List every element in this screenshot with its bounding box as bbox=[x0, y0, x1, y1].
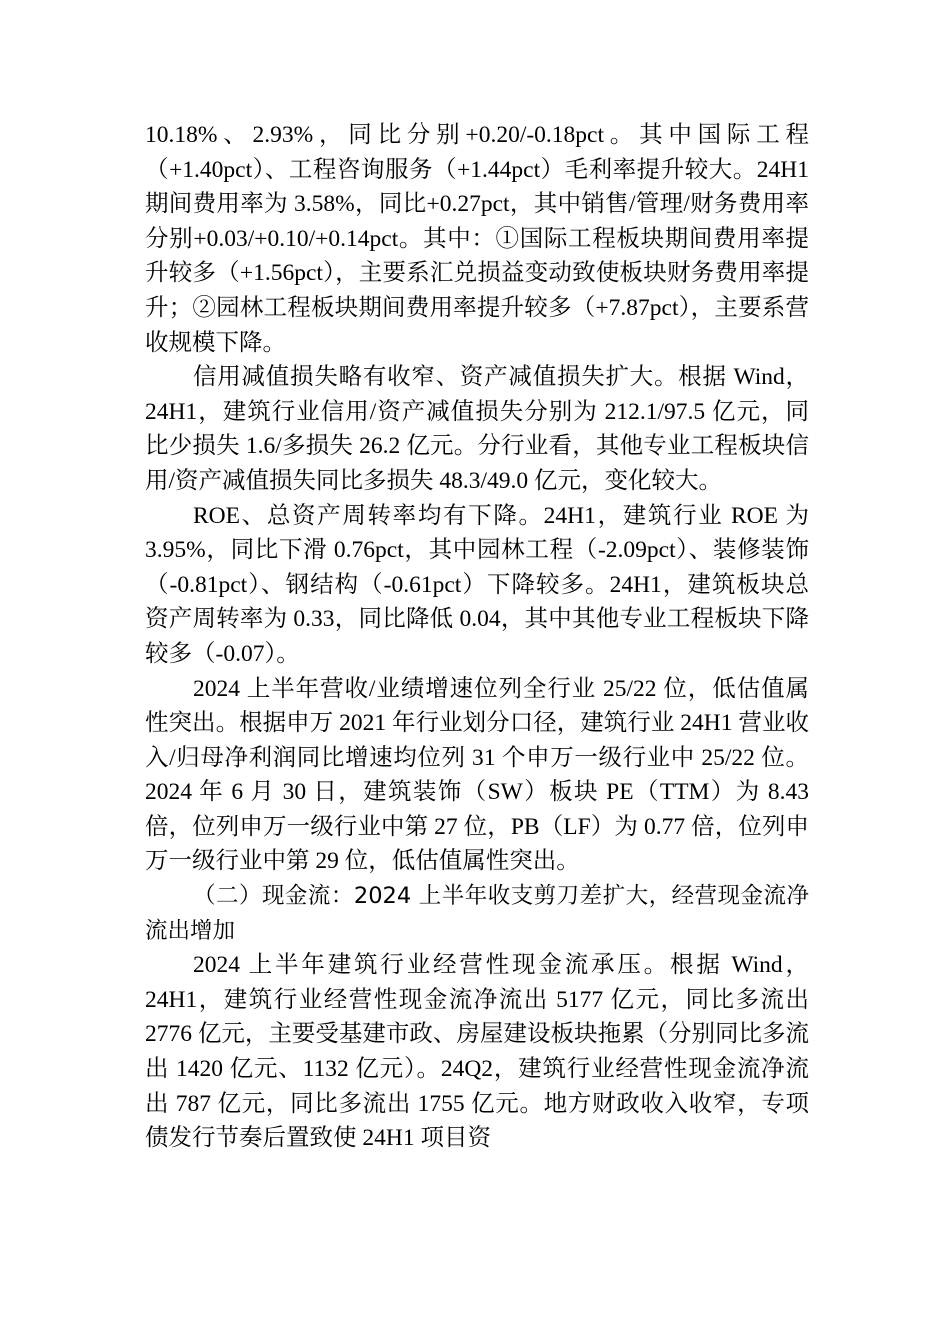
section-heading-cash-flow: （二）现金流：2024 上半年收支剪刀差扩大，经营现金流净流出增加 bbox=[145, 883, 809, 944]
document-page bbox=[145, 118, 809, 1156]
body-paragraph-roe-turnover: ROE、总资产周转率均有下降。24H1，建筑行业 ROE 为 3.95%，同比下滑 0.76pct，其中园林工程（-2.09pct）、装修装饰（-0.81pct）、钢结构（-0.61pct）下降较多。24H1，建筑板块总资产周转率为 0.33，同比降低 0.04，其中其他专业工程板块下降较多（-0.07）。 bbox=[145, 502, 809, 667]
body-paragraph-impairment-loss: 信用减值损失略有收窄、资产减值损失扩大。根据 Wind，24H1，建筑行业信用/资产减值损失分别为 212.1/97.5 亿元，同比少损失 1.6/多损失 26.2 亿元。分行业看，其他专业工程板块信用/资产减值损失同比多损失 48.3/49.0 亿元，变化较大。 bbox=[145, 364, 809, 494]
body-paragraph-valuation: 2024 上半年营收/业绩增速位列全行业 25/22 位，低估值属性突出。根据申万 2021 年行业划分口径，建筑行业 24H1 营业收入/归母净利润同比增速均位列 31 个申万一级行业中 25/22 位。2024 年 6 月 30 日，建筑装饰（SW）板块 PE（TTM）为 8.43 倍，位列申万一级行业中第 27 位，PB（LF）为 0.77 倍，位列申万一级行业中第 29 位，低估值属性突出。 bbox=[145, 675, 809, 875]
body-paragraph-gross-margin-expense: 10.18%、2.93%，同比分别+0.20/-0.18pct。其中国际工程（+1.40pct）、工程咨询服务（+1.44pct）毛利率提升较大。24H1 期间费用率为 3.58%，同比+0.27pct，其中销售/管理/财务费用率分别+0.03/+0.10/+0.14pct。其中：①国际工程板块期间费用率提升较多（+1.56pct），主要系汇兑损益变动致使板块财务费用率提升；②园林工程板块期间费用率提升较多（+7.87pct），主要系营收规模下降。 bbox=[145, 122, 809, 356]
body-paragraph-operating-cash-flow: 2024 上半年建筑行业经营性现金流承压。根据 Wind，24H1，建筑行业经营性现金流净流出 5177 亿元，同比多流出 2776 亿元，主要受基建市政、房屋建设板块拖累（分别同比多流出 1420 亿元、1132 亿元）。24Q2，建筑行业经营性现金流净流出 787 亿元，同比多流出 1755 亿元。地方财政收入收窄，专项债发行节奏后置致使 24H1 项目资 bbox=[145, 952, 809, 1152]
